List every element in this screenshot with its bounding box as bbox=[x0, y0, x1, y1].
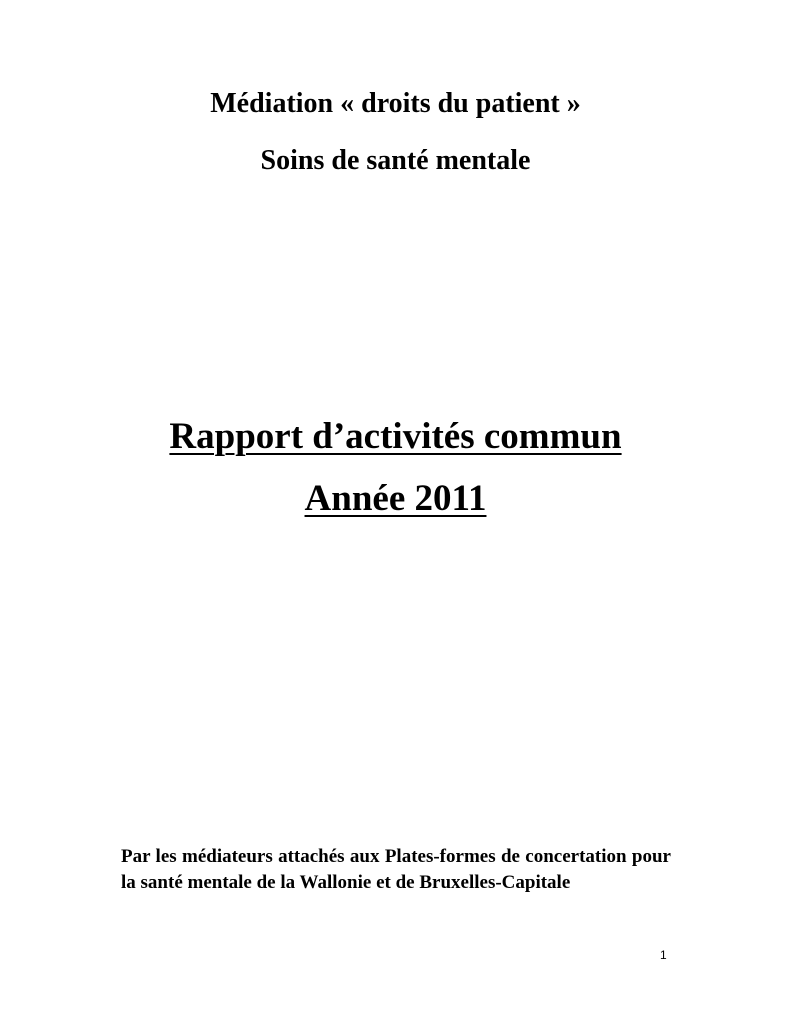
header-subtitle: Soins de santé mentale bbox=[260, 145, 531, 176]
report-title: Rapport d’activités commun bbox=[169, 416, 622, 457]
report-title-block bbox=[0, 415, 791, 459]
page-number: 1 bbox=[660, 948, 667, 962]
authors-statement: Par les médiateurs attachés aux Plates-formes de concertation pour la santé mentale de la Wallonie et de Bruxelles-Capitale bbox=[121, 846, 671, 893]
report-year-block bbox=[0, 477, 791, 521]
report-year: Année 2011 bbox=[304, 478, 487, 519]
header-mediation-title: Médiation « droits du patient » bbox=[210, 88, 581, 119]
